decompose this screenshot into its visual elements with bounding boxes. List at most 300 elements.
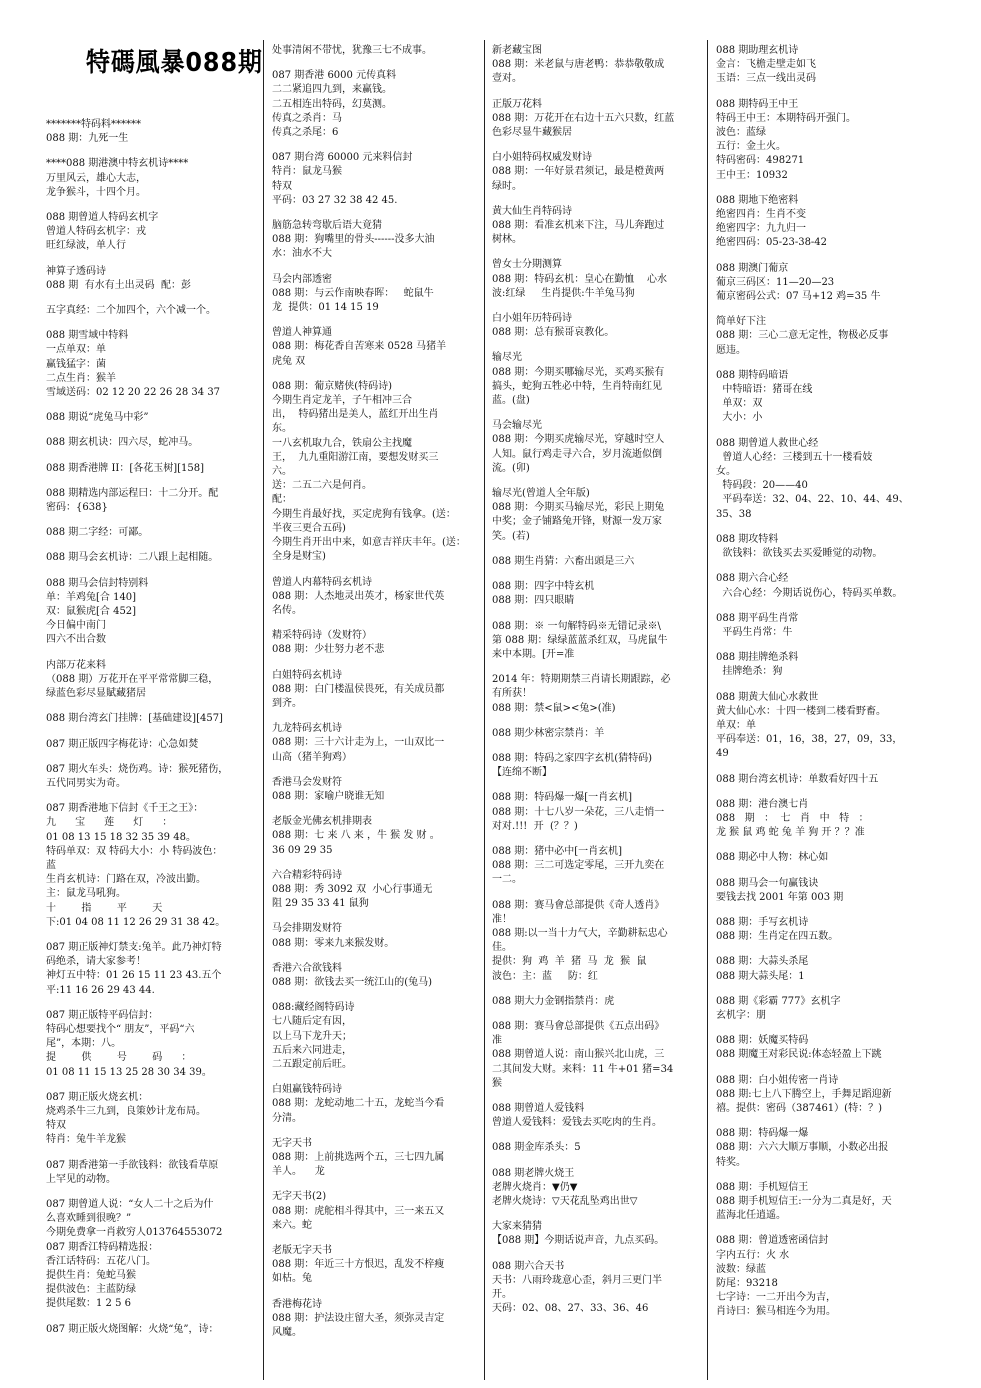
block-line: 特码单双：双 特码大小：小 特码波色： [46,845,223,857]
block-line: 玄机字：朋 [716,1009,766,1021]
text-block [716,773,926,787]
block-heading: 088 期：赛马會总部提供《五点出码》 [492,1020,665,1032]
block-heading: 088 期台湾玄门挂牌：[基础建设][457] [46,713,223,725]
block-heading: 088 期香港牌 II：[各花玉树][158] [46,462,205,474]
block-spacer [492,1249,699,1260]
text-block [492,673,699,716]
block-heading: 087 期正版火烧图解：火烧“兔”，诗： [46,1323,219,1335]
block-spacer [272,1287,476,1298]
block-line: 曾道人特码玄机字：戎 [46,226,146,238]
block-line: 特肖：兔牛羊龙猴 [46,1134,126,1146]
column-3 [492,44,699,1384]
block-spacer [46,566,256,577]
block-spacer [46,1187,256,1198]
block-heading: 088 期：大蒜头杀尾 [716,956,809,968]
block-spacer [272,711,476,722]
block-line: 今期生肖定龙羊，子午相冲三合 [272,395,412,407]
block-spacer [492,408,699,419]
block-line: 平码：03 27 32 38 42 45. [272,194,398,206]
block-heading: 088 期玄机诀：四六尽，蛇冲马。 [46,437,199,449]
block-line: 088 期曾道人说：南山猴兴北山虎，三 [492,1049,665,1061]
text-block [46,487,256,515]
block-line: 密码：{638} [46,502,108,514]
block-heading: 输尽光(曾道人全年版) [492,488,590,500]
block-line: 五行：金土火。 [716,141,786,153]
block-line: 雪域送码：02 12 20 22 26 28 34 37 [46,387,221,399]
block-spacer [272,658,476,669]
block-line: 088 期：禁<鼠><兔>(准) [492,702,616,714]
block-heading: 087 期正版神灯禁支:兔羊。此乃神灯特 [46,941,222,953]
text-block [492,44,699,87]
block-line: 上罕见的动物。 [46,1173,116,1185]
block-spacer [716,640,926,651]
text-block [492,205,699,248]
block-line: 佳。 [492,942,512,954]
block-line: 平码生肖常：牛 [716,626,793,638]
block-line: 愿违。 [716,344,746,356]
block-line: 东。 [272,423,292,435]
block-line: 防尾：93218 [716,1278,778,1290]
text-block [492,555,699,569]
block-line: 到齐。 [272,697,302,709]
block-line: 香江话特码：五花八门。 [46,1255,156,1267]
text-block [272,629,476,657]
block-heading: *******特码料****** [46,119,141,130]
block-line: 神灯五中特：01 26 15 11 23 43.五个 [46,970,222,982]
block-line: 大小：小 [716,412,763,424]
block-line: 送：二五二六是何肖。 [272,480,372,492]
block-line: 双：鼠猴虎[合 452] [46,606,137,618]
block-line: 一点单双：单 [46,344,106,356]
block-line: 特码心想要找个“ 朋友”，平码“六 [46,1023,195,1035]
block-heading: 088 期马会一句赢钱诀 [716,877,819,889]
block-line: 088 期：看准玄机来下注，马儿奔跑过 [492,220,665,232]
block-spacer [46,727,256,738]
text-block [46,802,256,930]
block-spacer [46,318,256,329]
block-spacer [46,146,256,157]
block-heading: 白姐赢钱特码诗 [272,1084,342,1096]
block-heading: 无字天书 [272,1137,312,1149]
text-block [716,262,926,305]
text-block [272,669,476,712]
block-line: 088 期 有水有土出灵码 配：彭 [46,279,191,291]
text-block [716,877,926,905]
block-line: 特码密码：498271 [716,155,805,167]
block-line: 088 期：六六大顺万事顺，小数必出报 [716,1142,889,1154]
text-block [492,351,699,408]
block-heading: 088 期《彩霸 777》玄机字 [716,995,841,1007]
block-spacer [46,515,256,526]
block-line: 单：羊鸡兔[合 140] [46,591,137,603]
block-spacer [46,1312,256,1323]
block-heading: 088 期：特码爆一爆 [716,1128,809,1140]
block-line: 088 期：十七八岁一朵花，三八走悄一 [492,806,665,818]
block-spacer [492,247,699,258]
block-spacer [716,680,926,691]
block-spacer [492,1091,699,1102]
block-line: 主：鼠龙马吼狗。 [46,888,126,900]
block-line: 088 期：少壮努力老不悲 [272,644,385,656]
block-line: 旺红绿波，单人行 [46,240,126,252]
block-heading: 香港梅花诗 [272,1298,322,1310]
block-spacer [716,358,926,369]
block-spacer [272,262,476,273]
text-block [492,845,699,888]
block-spacer [492,662,699,673]
block-spacer [492,609,699,620]
block-heading: 088 期：港台澳七肖 [716,798,809,810]
block-heading: 088 期：白小姐传密一肖诗 [716,1074,839,1086]
block-heading: 神算子透码诗 [46,265,106,277]
block-line: 088 期：生肖定在四五数。 [716,931,839,943]
block-spacer [46,648,256,659]
block-line: 全身是财宝) [272,551,326,563]
block-line: 中特暗语：猪哥在线 [716,384,813,396]
block-line: 女。 [716,466,736,478]
block-spacer [492,301,699,312]
block-line: 088 期：龙蛇动地二十五，龙蛇当今看 [272,1098,445,1110]
block-line: 提 供 号 码 ： [46,1052,192,1064]
block-line: 088 期：万花开在右边十五六只数，红蓝 [492,112,675,124]
text-block [716,44,926,87]
text-block [46,304,256,318]
block-line: 五代同男实为奇。 [46,777,126,789]
block-line: 欲钱料：欲钱买去买爱睡觉的动物。 [716,548,883,560]
block-line: 088 期 ： 七 肖 中 特 ： [716,812,869,824]
block-spacer [492,340,699,351]
block-line: 玉语：三点一线出灵码 [716,73,816,85]
block-heading: 088 期攻特料 [716,533,779,545]
block-heading: 088 期少林密宗禁肖：羊 [492,727,605,739]
block-line: 波数：绿蓝 [716,1263,766,1275]
text-block [716,1181,926,1224]
text-block [272,326,476,369]
text-block [272,1190,476,1233]
block-line: 二点生肖：猴羊 [46,372,116,384]
block-line: 绿蓝色彩尽显賦藏猪居 [46,688,146,700]
block-line: 风魔。 [272,1327,302,1339]
block-spacer [492,716,699,727]
block-spacer [716,944,926,955]
block-heading: 088 期：特码爆一爆[一肖玄机] [492,792,633,804]
block-spacer [716,1116,926,1127]
block-line: 四六不出合数 [46,634,106,646]
text-block [716,651,926,679]
text-block [46,1198,256,1312]
block-line: 龙 猴 鼠 鸡 蛇 兔 羊 狗 开 ？？准 [716,827,865,839]
block-spacer [716,1023,926,1034]
block-line: 龙 提供：01 14 15 19 [272,302,379,314]
text-block [492,1141,699,1155]
block-spacer [272,58,476,69]
block-line: 特肖：鼠龙马猴 [272,166,342,178]
block-heading: 088 期澳门葡京 [716,262,789,274]
text-block [716,369,926,426]
block-line: 088 期：梅花香自苦寒来 0528 马猪羊 [272,341,447,353]
block-line: 088 期：三十六计走为上，一山双比一 [272,737,445,749]
block-heading: 088 期大力金钢指禁肖：虎 [492,995,615,1007]
block-line: 来六。蛇 [272,1219,312,1231]
block-line: 波色：主：蓝 防：红 [492,970,598,982]
block-heading: 老版无字天书 [272,1245,332,1257]
block-line: 传真之杀尾：6 [272,127,339,139]
block-heading: 087 期正版火烧玄机： [46,1091,149,1103]
text-block [492,1260,699,1317]
block-heading: 088 期金库杀头：5 [492,1142,581,1154]
block-heading: 五字真经：二个加四个，六个减一个。 [46,305,216,317]
block-heading: 088:藏经阁特码诗 [272,1002,355,1014]
block-spacer [46,998,256,1009]
block-line: 下:01 04 08 11 12 26 29 31 38 42。 [46,916,226,928]
block-spacer [716,787,926,798]
block-spacer [716,601,926,612]
block-line: 六。 [272,466,292,478]
text-block [716,1074,926,1117]
block-spacer [46,200,256,211]
column-4 [716,44,926,1384]
block-line: 天书：八雨玲珑意心歪，斜月三更门半 [492,1274,662,1286]
block-heading: 088 期：手写玄机诗 [716,916,809,928]
text-block [46,1159,256,1187]
block-line: 088 期：总有猴哥哀教化。 [492,327,615,339]
block-heading: 大家来猜猜 [492,1221,542,1233]
text-block [492,580,699,608]
block-line: 五后来六同进走， [272,1044,352,1056]
text-block [46,763,256,791]
text-block [46,1009,256,1080]
block-line: 搞头，蛇狗五牲必中特，生肖特南红见 [492,380,662,392]
block-heading: 黄大仙生肖特码诗 [492,205,572,217]
block-spacer [492,1209,699,1220]
text-block [492,1020,699,1091]
block-line: 平码奉送：01，16，38，27，09，33， [716,734,903,746]
block-line: 今日偏中南门 [46,620,106,632]
block-spacer [46,791,256,802]
text-block [492,312,699,340]
text-block [716,1034,926,1062]
block-line: 087 期香江特码精选报： [46,1241,159,1253]
text-block [46,526,256,540]
block-line: 088 期：虎舵相斗得其中，三一来五又 [272,1205,445,1217]
block-line: 绝密四肖：生肖不变 [716,209,806,221]
text-block [272,69,476,140]
block-line: 人知。鼠行鸡走寻六合，岁月流逝似倒 [492,448,662,460]
text-block [46,329,256,400]
block-line: 088 期：零来九来猴发财。 [272,937,395,949]
column-1 [46,118,256,1380]
text-block [272,151,476,208]
block-line: 波:红绿 生肖提供:牛羊兔马狗 [492,287,635,299]
block-line: 今期免费拿一肖救穷人013764553072 [46,1227,223,1239]
text-block [492,1167,699,1210]
block-spacer [272,1126,476,1137]
block-heading: 088 期老牌火烧王 [492,1167,575,1179]
block-line: 七八随后定有因， [272,1016,352,1028]
block-spacer [492,741,699,752]
block-line: 088 期魔王对彩民说:体态轻盈上下跳 [716,1049,882,1061]
block-line: 088 期：狗嘴里的骨头------没多大油 [272,234,435,246]
block-line: 色彩尽显牛藏猴居 [492,127,572,139]
block-line: 山高（猪羊狗鸡） [272,751,352,763]
text-block [272,922,476,950]
block-line: 曾道人心经：三楼到五十一楼看妓 [716,451,873,463]
block-spacer [716,905,926,916]
block-heading: 088 期助理玄机诗 [716,45,799,56]
block-heading: 白小姐特码权威发财诗 [492,152,592,164]
block-heading: 088 期：※ 一句解特码※无错记录※\ [492,620,661,632]
block-line: 二二紧追四九到，来赢钱。 [272,84,392,96]
block-spacer [492,1009,699,1020]
text-block [272,380,476,565]
block-line: 36 09 29 35 [272,844,333,856]
text-block [492,727,699,741]
block-heading: 马会输尽光 [492,420,542,432]
block-line: 088 期：九死一生 [46,133,129,145]
block-heading: 曾道人内幕特码玄机诗 [272,576,372,588]
block-line: 出， 特码猪出是美人，蓝红开出生肖 [272,409,439,421]
block-heading: 088 期：特码之家四字玄机(猜特码) [492,752,653,764]
block-heading: 088 期特码王中王 [716,98,799,110]
block-line: 半夜三更合五码) [272,522,346,534]
block-line: 一八玄机取九合，铁扇公主找魔 [272,437,412,449]
block-spacer [272,951,476,962]
block-heading: 088 期曾道人爱钱料 [492,1102,585,1114]
block-line: 单双：双 [716,398,763,410]
text-block [46,157,256,200]
block-spacer [716,561,926,572]
block-line: 088 期：三心二意无定性，物极必反事 [716,330,889,342]
block-spacer [492,888,699,899]
block-spacer [46,701,256,712]
block-line: 九 宝 莲 灯 ： [46,817,173,829]
block-line: 【连绵不断】 [492,767,552,779]
block-line: 配： [272,494,292,506]
block-line: 提供：狗 鸡 羊 猪 马 龙 猴 鼠 [492,956,647,968]
block-heading: 088 期：妖魔买特码 [716,1035,809,1047]
block-spacer [46,254,256,265]
text-block [46,462,256,476]
block-line: 平:11 16 26 29 43 44. [46,984,155,996]
text-block [272,576,476,619]
text-block [46,411,256,425]
block-line: 十 指 平 天 [46,902,163,914]
block-line: 特奖。 [716,1156,746,1168]
block-line: 第 088 期：绿绿蓝蓝杀红双，马虎鼠牛 [492,634,668,646]
text-block [716,798,926,841]
block-line: 老牌火烧诗：▽天花乱坠鸡出世▽ [492,1196,638,1207]
text-block [716,1234,926,1319]
block-line: 肖诗曰：猴马相连今为用。 [716,1306,836,1318]
block-heading: 白小姐年历特码诗 [492,313,572,325]
block-line: 来中本期。[开=准 [492,648,575,660]
block-heading: 087 期曾道人说：“女人二十之后为什 [46,1198,214,1210]
block-spacer [716,1063,926,1074]
block-line: 088 期：七 来 八 来 ，牛 猴 发 财 。 [272,830,440,842]
text-block [492,151,699,194]
block-heading: 088 期：赛马會总部提供《奇人透肖》 [492,899,665,911]
text-block [716,995,926,1023]
text-block [272,962,476,990]
block-line: 七字诗：一二开出今为吉， [716,1292,836,1304]
block-line: 088 期：人杰地灵出英才，杨家世代英 [272,590,445,602]
block-heading: 2014 年：特期期禁三肖请长期跟踪，必 [492,674,671,686]
block-spacer [492,834,699,845]
block-spacer [716,304,926,315]
block-line: 禧。提供：密码（387461）(特：？) [716,1102,882,1114]
block-spacer [46,451,256,462]
block-line: 龙争猴斗，十四个月。 [46,186,146,198]
text-block [272,1244,476,1287]
block-heading: 088 期精选内部运程曰：十二分开。配 [46,487,219,499]
text-block [716,533,926,561]
text-block [46,577,256,648]
block-line: 088 期：护法设庄留大圣，须弥灵吉定 [272,1312,445,1324]
text-block [492,620,699,663]
block-spacer [272,565,476,576]
block-spacer [492,1156,699,1167]
block-heading: 香港六合欲钱料 [272,962,342,974]
block-spacer [492,476,699,487]
block-line: 中奖；金子铺路兔开锋，财源一发万家 [492,516,662,528]
text-block [492,899,699,984]
block-heading: 老版金光佛玄机排期表 [272,816,372,828]
block-line: 准 [492,1035,502,1047]
text-block [272,869,476,912]
block-heading: 脑筋急转弯歇后语大竟猜 [272,220,382,232]
block-line: 准！ [492,913,512,925]
text-block [46,738,256,752]
block-heading: ****088 期港澳中特玄机诗**** [46,158,189,170]
block-heading: 088 期必中人物：林心如 [716,852,829,864]
block-spacer [272,858,476,869]
block-line: 二五跟定前后旺。 [272,1058,352,1070]
block-spacer [492,984,699,995]
block-heading: 白姐特码玄机诗 [272,669,342,681]
block-spacer [46,540,256,551]
text-block [492,487,699,544]
text-block [272,776,476,804]
column-divider [263,40,264,1380]
block-heading: 088 期台湾玄机诗：单数看好四十五 [716,773,879,785]
block-line: 葡京密码公式：07 马+12 鸡=35 牛 [716,291,881,303]
block-line: 088 期：今期买马输尽光，彩民上期兔 [492,502,665,514]
block-line: 名传。 [272,604,302,616]
block-heading: 088 期：猪中必中[一肖玄机] [492,845,623,857]
block-line: 088 期：米老鼠与唐老鸭：恭恭敬敬成 [492,59,665,71]
block-line: 088 期:以一当十力气大，辛勤耕耘忠心 [492,927,668,939]
block-spacer [272,911,476,922]
block-line: 六合心经：今期话说伤心，特码买单数。 [716,587,903,599]
text-block [716,851,926,865]
block-line: 尾”，本期：八。 [46,1038,122,1050]
block-spacer [716,522,926,533]
block-line: 葡京三码区：11—20—23 [716,276,835,288]
block-line: 特双 [46,1120,66,1132]
text-block [272,1298,476,1341]
block-spacer [492,1130,699,1141]
block-heading: 088 期地下绝密料 [716,194,799,206]
block-heading: 088 期雪域中特料 [46,330,129,342]
block-line: 要钱去找 2001 年第 003 期 [716,891,844,903]
block-line: 流。(卯) [492,462,530,474]
text-block [272,1083,476,1126]
block-heading: 088 期曾道人特码玄机字 [46,212,159,224]
text-block [716,98,926,183]
block-spacer [46,400,256,411]
block-line: 蓝。(盘) [492,395,530,407]
block-spacer [716,866,926,877]
